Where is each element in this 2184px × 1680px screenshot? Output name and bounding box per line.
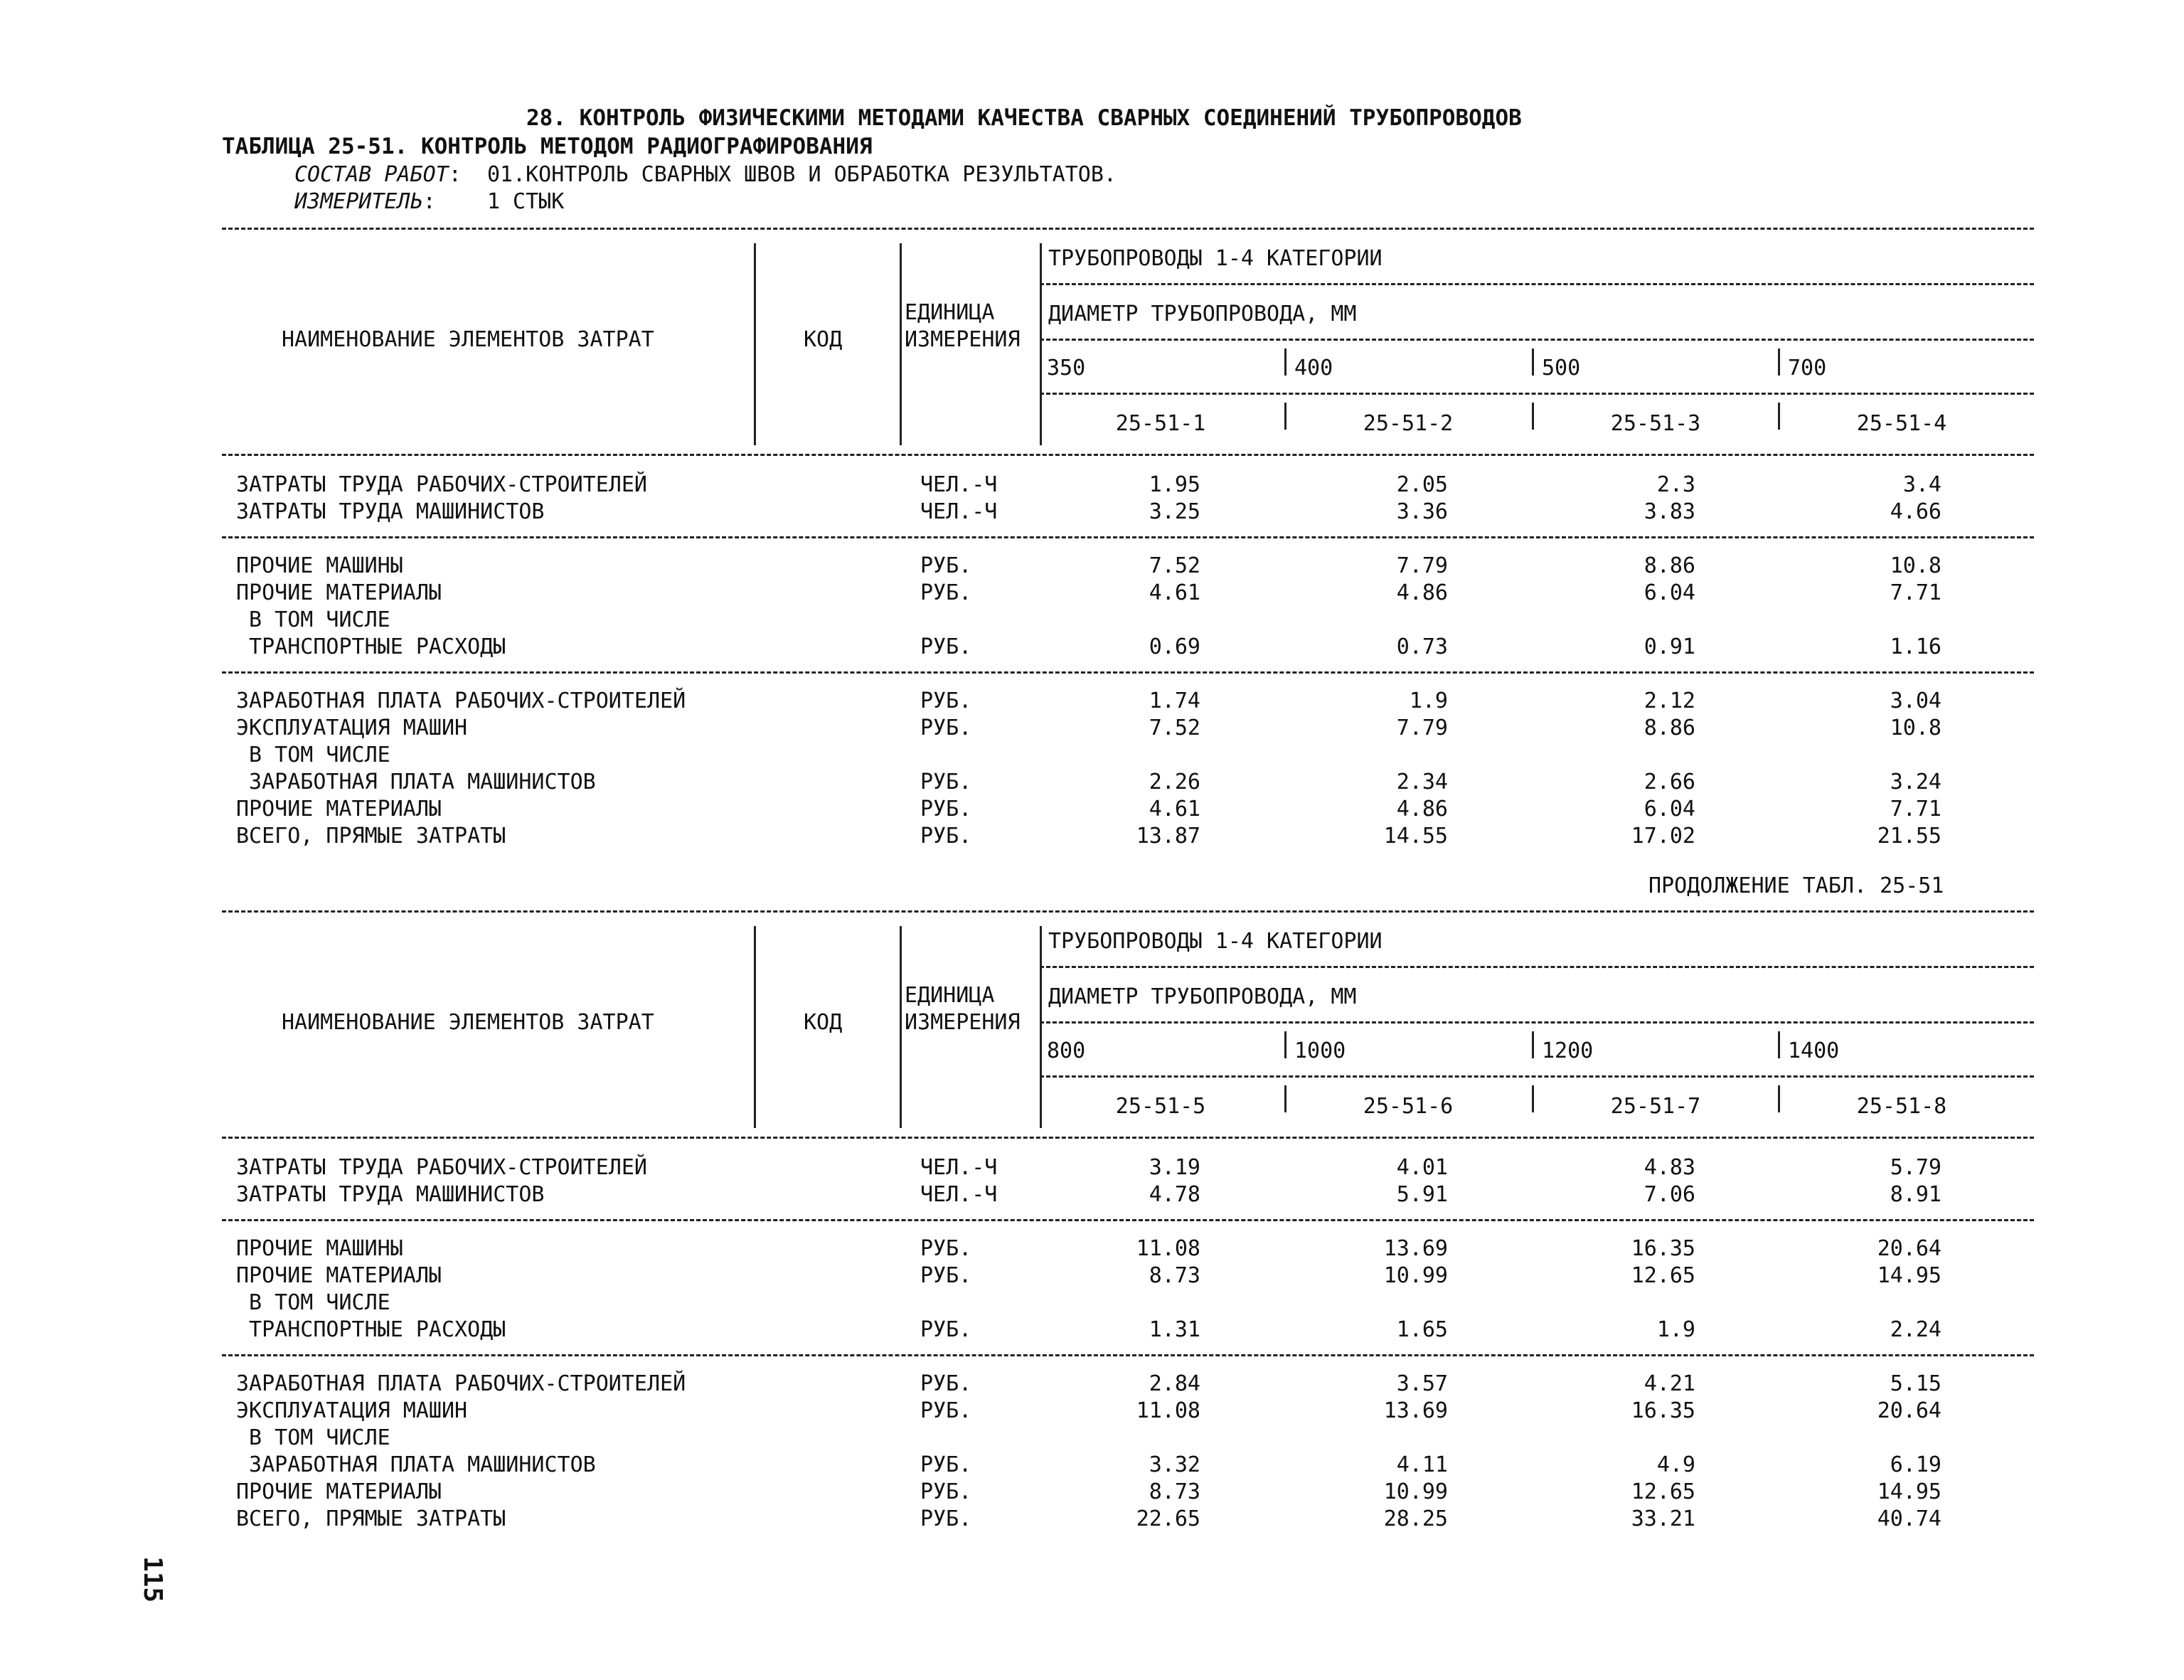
row-value: 1.31 <box>1149 1317 1200 1342</box>
row-value: 10.8 <box>1890 716 1941 740</box>
row-value: 4.61 <box>1149 580 1200 605</box>
diameter-value: 400 <box>1294 356 1333 381</box>
row-name: ЗАТРАТЫ ТРУДА МАШИНИСТОВ <box>236 499 545 524</box>
diameter-divider <box>1778 349 1780 376</box>
rule <box>222 1354 2034 1356</box>
code-divider <box>1532 1085 1534 1112</box>
row-value: 3.57 <box>1396 1371 1448 1396</box>
rule <box>1040 283 2034 285</box>
header-divider <box>1040 243 1042 445</box>
row-value: 3.19 <box>1149 1155 1200 1180</box>
work-value: 01.КОНТРОЛЬ СВАРНЫХ ШВОВ И ОБРАБОТКА РЕЗУЛЬТАТОВ. <box>486 162 1117 187</box>
rule <box>1040 393 2034 395</box>
column-code: 25-51-1 <box>1115 411 1206 436</box>
row-value: 28.25 <box>1383 1506 1448 1531</box>
header-divider <box>1040 926 1042 1128</box>
row-name: ПРОЧИЕ МАТЕРИАЛЫ <box>236 580 442 605</box>
rule <box>222 454 2034 456</box>
row-unit: РУБ. <box>920 1371 972 1396</box>
header-unit-col-2: ИЗМЕРЕНИЯ <box>905 327 1021 352</box>
row-name: ЗАРАБОТНАЯ ПЛАТА РАБОЧИХ-СТРОИТЕЛЕЙ <box>236 689 686 713</box>
row-value: 4.86 <box>1396 580 1448 605</box>
row-value: 7.52 <box>1149 716 1200 740</box>
row-value: 2.84 <box>1149 1371 1200 1396</box>
row-unit: ЧЕЛ.-Ч <box>920 1155 998 1180</box>
diameter-value: 1400 <box>1788 1038 1840 1063</box>
diameter-divider <box>1284 349 1287 376</box>
row-value: 10.99 <box>1383 1479 1448 1504</box>
diameter-value: 700 <box>1788 356 1827 381</box>
row-value: 1.9 <box>1656 1317 1695 1342</box>
row-value: 14.95 <box>1877 1479 1941 1504</box>
row-value: 21.55 <box>1877 824 1941 849</box>
row-value: 14.55 <box>1383 824 1448 849</box>
row-value: 12.65 <box>1631 1263 1695 1288</box>
header-divider <box>754 243 756 445</box>
row-name: ЗАТРАТЫ ТРУДА РАБОЧИХ-СТРОИТЕЛЕЙ <box>236 472 647 497</box>
rule <box>222 910 2034 913</box>
row-name: ЗАТРАТЫ ТРУДА РАБОЧИХ-СТРОИТЕЛЕЙ <box>236 1155 647 1180</box>
row-unit: РУБ. <box>920 1506 972 1531</box>
row-unit: РУБ. <box>920 797 972 822</box>
row-value: 0.73 <box>1396 634 1448 659</box>
row-value: 1.16 <box>1890 634 1941 659</box>
row-value: 6.04 <box>1644 580 1695 605</box>
row-value: 12.65 <box>1631 1479 1695 1504</box>
row-value: 40.74 <box>1877 1506 1941 1531</box>
row-value: 7.06 <box>1644 1182 1695 1207</box>
row-value: 7.79 <box>1396 716 1448 740</box>
row-value: 8.73 <box>1149 1479 1200 1504</box>
row-value: 4.78 <box>1149 1182 1200 1207</box>
diameter-value: 800 <box>1047 1038 1086 1063</box>
row-name: ЗАТРАТЫ ТРУДА МАШИНИСТОВ <box>236 1182 545 1207</box>
row-value: 11.08 <box>1136 1236 1200 1261</box>
row-name: ПРОЧИЕ МАШИНЫ <box>236 553 403 578</box>
header-diameter: ДИАМЕТР ТРУБОПРОВОДА, ММ <box>1048 302 1357 326</box>
row-unit: РУБ. <box>920 716 972 740</box>
header-group: ТРУБОПРОВОДЫ 1-4 КАТЕГОРИИ <box>1048 929 1383 954</box>
row-value: 1.74 <box>1149 689 1200 713</box>
row-value: 3.83 <box>1644 499 1695 524</box>
column-code: 25-51-4 <box>1856 411 1947 436</box>
column-code: 25-51-7 <box>1610 1094 1701 1119</box>
row-value: 7.52 <box>1149 553 1200 578</box>
row-value: 17.02 <box>1631 824 1695 849</box>
row-value: 1.65 <box>1396 1317 1448 1342</box>
header-group: ТРУБОПРОВОДЫ 1-4 КАТЕГОРИИ <box>1048 246 1383 271</box>
diameter-divider <box>1532 349 1534 376</box>
row-value: 20.64 <box>1877 1236 1941 1261</box>
column-code: 25-51-8 <box>1856 1094 1947 1119</box>
header-unit-col-1: ЕДИНИЦА <box>905 300 995 325</box>
row-value: 22.65 <box>1136 1506 1200 1531</box>
header-code-col: КОД <box>804 327 843 352</box>
diameter-value: 1000 <box>1294 1038 1346 1063</box>
row-value: 3.25 <box>1149 499 1200 524</box>
row-value: 0.91 <box>1644 634 1695 659</box>
row-value: 13.87 <box>1136 824 1200 849</box>
row-unit: РУБ. <box>920 689 972 713</box>
row-unit: РУБ. <box>920 824 972 849</box>
row-value: 0.69 <box>1149 634 1200 659</box>
header-code-col: КОД <box>804 1010 843 1035</box>
column-code: 25-51-5 <box>1115 1094 1206 1119</box>
header-divider <box>900 243 902 445</box>
header-name-col: НАИМЕНОВАНИЕ ЭЛЕМЕНТОВ ЗАТРАТ <box>282 327 654 352</box>
row-value: 2.3 <box>1656 472 1695 497</box>
row-value: 33.21 <box>1631 1506 1695 1531</box>
row-value: 8.91 <box>1890 1182 1941 1207</box>
row-name: ПРОЧИЕ МАТЕРИАЛЫ <box>236 797 442 822</box>
header-divider <box>900 926 902 1128</box>
rule <box>1040 339 2034 341</box>
header-divider <box>754 926 756 1128</box>
row-value: 7.71 <box>1890 580 1941 605</box>
code-divider <box>1284 1085 1287 1112</box>
row-unit: РУБ. <box>920 1236 972 1261</box>
row-value: 20.64 <box>1877 1398 1941 1423</box>
row-value: 5.15 <box>1890 1371 1941 1396</box>
row-name: ТРАНСПОРТНЫЕ РАСХОДЫ <box>236 634 506 659</box>
work-composition: СОСТАВ РАБОТ: 01.КОНТРОЛЬ СВАРНЫХ ШВОВ И ОБРАБОТКА РЕЗУЛЬТАТОВ. <box>294 162 1117 187</box>
row-name: В ТОМ ЧИСЛЕ <box>236 743 390 767</box>
rule <box>222 1219 2034 1221</box>
header-unit-col-1: ЕДИНИЦА <box>905 983 995 1008</box>
row-unit: РУБ. <box>920 1263 972 1288</box>
row-name: ПРОЧИЕ МАТЕРИАЛЫ <box>236 1479 442 1504</box>
row-value: 2.12 <box>1644 689 1695 713</box>
row-value: 16.35 <box>1631 1398 1695 1423</box>
row-value: 1.95 <box>1149 472 1200 497</box>
row-name: В ТОМ ЧИСЛЕ <box>236 1425 390 1450</box>
row-value: 8.86 <box>1644 553 1695 578</box>
row-unit: ЧЕЛ.-Ч <box>920 499 998 524</box>
row-name: ЗАРАБОТНАЯ ПЛАТА РАБОЧИХ-СТРОИТЕЛЕЙ <box>236 1371 686 1396</box>
code-divider <box>1532 403 1534 430</box>
row-unit: РУБ. <box>920 1452 972 1477</box>
row-name: В ТОМ ЧИСЛЕ <box>236 607 390 632</box>
row-value: 4.86 <box>1396 797 1448 822</box>
row-value: 2.26 <box>1149 770 1200 794</box>
rule <box>222 1137 2034 1139</box>
row-unit: ЧЕЛ.-Ч <box>920 472 998 497</box>
measure-label: ИЗМЕРИТЕЛЬ <box>294 189 423 214</box>
row-name: ТРАНСПОРТНЫЕ РАСХОДЫ <box>236 1317 506 1342</box>
table-title: ТАБЛИЦА 25-51. КОНТРОЛЬ МЕТОДОМ РАДИОГРАФИРОВАНИЯ <box>222 134 873 159</box>
row-name: ЭКСПЛУАТАЦИЯ МАШИН <box>236 1398 468 1423</box>
column-code: 25-51-3 <box>1610 411 1701 436</box>
code-divider <box>1778 1085 1780 1112</box>
diameter-value: 1200 <box>1542 1038 1594 1063</box>
header-name-col: НАИМЕНОВАНИЕ ЭЛЕМЕНТОВ ЗАТРАТ <box>282 1010 654 1035</box>
row-unit: ЧЕЛ.-Ч <box>920 1182 998 1207</box>
row-value: 4.61 <box>1149 797 1200 822</box>
rule <box>222 536 2034 538</box>
diameter-divider <box>1284 1031 1287 1058</box>
code-divider <box>1778 403 1780 430</box>
row-name: ЗАРАБОТНАЯ ПЛАТА МАШИНИСТОВ <box>236 1452 596 1477</box>
row-value: 3.32 <box>1149 1452 1200 1477</box>
row-unit: РУБ. <box>920 634 972 659</box>
column-code: 25-51-2 <box>1363 411 1454 436</box>
row-value: 3.4 <box>1902 472 1941 497</box>
column-code: 25-51-6 <box>1363 1094 1454 1119</box>
row-name: ПРОЧИЕ МАТЕРИАЛЫ <box>236 1263 442 1288</box>
row-value: 2.05 <box>1396 472 1448 497</box>
diameter-divider <box>1532 1031 1534 1058</box>
row-value: 7.79 <box>1396 553 1448 578</box>
row-unit: РУБ. <box>920 1317 972 1342</box>
rule <box>1040 966 2034 968</box>
diameter-value: 350 <box>1047 356 1086 381</box>
rule <box>222 228 2034 230</box>
row-value: 13.69 <box>1383 1236 1448 1261</box>
row-value: 3.36 <box>1396 499 1448 524</box>
row-value: 3.04 <box>1890 689 1941 713</box>
rule <box>222 671 2034 674</box>
row-value: 4.83 <box>1644 1155 1695 1180</box>
row-name: ПРОЧИЕ МАШИНЫ <box>236 1236 403 1261</box>
row-name: ЭКСПЛУАТАЦИЯ МАШИН <box>236 716 468 740</box>
section-title: 28. КОНТРОЛЬ ФИЗИЧЕСКИМИ МЕТОДАМИ КАЧЕСТВА СВАРНЫХ СОЕДИНЕНИЙ ТРУБОПРОВОДОВ <box>526 105 1522 131</box>
row-value: 5.91 <box>1396 1182 1448 1207</box>
row-unit: РУБ. <box>920 553 972 578</box>
row-value: 4.9 <box>1656 1452 1695 1477</box>
row-value: 4.11 <box>1396 1452 1448 1477</box>
row-value: 2.66 <box>1644 770 1695 794</box>
rule <box>1040 1021 2034 1024</box>
row-name: ВСЕГО, ПРЯМЫЕ ЗАТРАТЫ <box>236 1506 506 1531</box>
row-unit: РУБ. <box>920 770 972 794</box>
diameter-value: 500 <box>1542 356 1581 381</box>
row-unit: РУБ. <box>920 580 972 605</box>
row-name: ВСЕГО, ПРЯМЫЕ ЗАТРАТЫ <box>236 824 506 849</box>
header-unit-col-2: ИЗМЕРЕНИЯ <box>905 1010 1021 1035</box>
header-diameter: ДИАМЕТР ТРУБОПРОВОДА, ММ <box>1048 984 1357 1009</box>
row-value: 16.35 <box>1631 1236 1695 1261</box>
page-number: 115 <box>138 1556 168 1603</box>
row-value: 3.24 <box>1890 770 1941 794</box>
row-value: 8.73 <box>1149 1263 1200 1288</box>
row-value: 6.19 <box>1890 1452 1941 1477</box>
row-value: 10.99 <box>1383 1263 1448 1288</box>
diameter-divider <box>1778 1031 1780 1058</box>
row-value: 1.9 <box>1409 689 1448 713</box>
continuation-label: ПРОДОЛЖЕНИЕ ТАБЛ. 25-51 <box>1648 873 1944 898</box>
row-value: 10.8 <box>1890 553 1941 578</box>
row-value: 14.95 <box>1877 1263 1941 1288</box>
row-value: 2.34 <box>1396 770 1448 794</box>
row-value: 2.24 <box>1890 1317 1941 1342</box>
measure-line: ИЗМЕРИТЕЛЬ: 1 СТЫК <box>294 189 565 214</box>
row-value: 11.08 <box>1136 1398 1200 1423</box>
row-unit: РУБ. <box>920 1398 972 1423</box>
row-value: 4.66 <box>1890 499 1941 524</box>
row-value: 13.69 <box>1383 1398 1448 1423</box>
row-name: ЗАРАБОТНАЯ ПЛАТА МАШИНИСТОВ <box>236 770 596 794</box>
row-value: 4.01 <box>1396 1155 1448 1180</box>
row-value: 8.86 <box>1644 716 1695 740</box>
measure-value: 1 СТЫК <box>486 189 565 214</box>
row-value: 6.04 <box>1644 797 1695 822</box>
code-divider <box>1284 403 1287 430</box>
work-label: СОСТАВ РАБОТ <box>294 162 449 187</box>
rule <box>1040 1075 2034 1078</box>
row-name: В ТОМ ЧИСЛЕ <box>236 1290 390 1315</box>
row-value: 7.71 <box>1890 797 1941 822</box>
row-unit: РУБ. <box>920 1479 972 1504</box>
row-value: 5.79 <box>1890 1155 1941 1180</box>
row-value: 4.21 <box>1644 1371 1695 1396</box>
